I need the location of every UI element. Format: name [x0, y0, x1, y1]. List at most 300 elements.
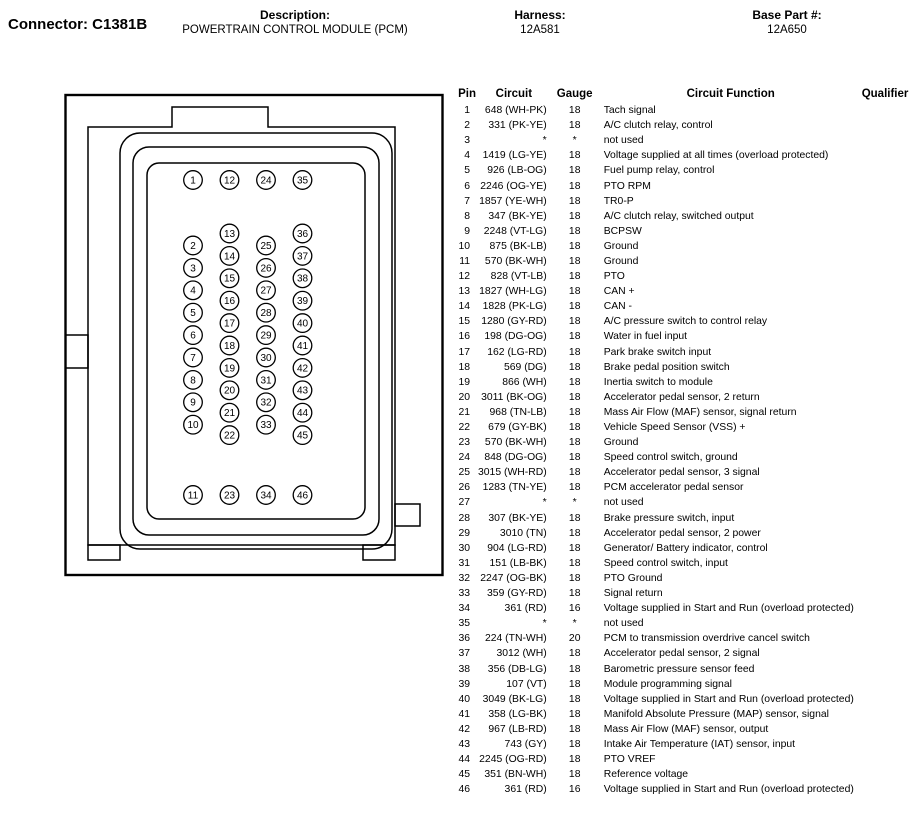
qualifier-cell — [862, 254, 913, 269]
function-cell: Module programming signal — [603, 678, 732, 690]
svg-text:9: 9 — [190, 397, 196, 409]
pin-cell: 29 — [458, 527, 470, 539]
svg-text:21: 21 — [223, 408, 236, 420]
table-row — [448, 586, 912, 601]
pin-39 — [293, 291, 312, 310]
pin-20 — [220, 381, 239, 400]
gauge-cell: 18 — [568, 663, 581, 675]
circuit-cell: 2248 (VT-LG) — [483, 225, 547, 237]
circuit-cell: 356 (DB-LG) — [487, 663, 547, 675]
circuit-cell: 359 (GY-RD) — [487, 588, 547, 600]
pin-cell: 33 — [458, 588, 470, 600]
circuit-cell: 679 (GY-BK) — [488, 422, 547, 434]
pin-cell: 10 — [458, 240, 470, 252]
qualifier-cell — [862, 526, 913, 541]
gauge-cell: 18 — [568, 271, 581, 283]
pin-30 — [257, 348, 276, 367]
function-cell: not used — [603, 497, 644, 509]
gauge-cell: 18 — [568, 150, 581, 162]
pin-1 — [184, 171, 203, 190]
table-row — [448, 526, 912, 541]
svg-text:35: 35 — [296, 175, 309, 187]
table-row — [448, 178, 912, 193]
function-cell: PTO Ground — [603, 572, 663, 584]
pin-42 — [293, 359, 312, 378]
pin-cell: 26 — [458, 482, 470, 494]
circuit-cell: 331 (PK-YE) — [488, 120, 547, 132]
function-cell: not used — [603, 618, 644, 630]
qualifier-cell — [862, 571, 913, 586]
harness-label: Harness: — [514, 8, 566, 22]
qualifier-cell — [862, 224, 913, 239]
svg-text:27: 27 — [260, 285, 272, 297]
table-row — [448, 571, 912, 586]
pin-cell: 23 — [458, 437, 470, 449]
gauge-cell: 18 — [568, 527, 581, 539]
circuit-cell: 361 (RD) — [504, 784, 547, 796]
pin-cell: 38 — [458, 663, 470, 675]
col-header-pin: Pin — [458, 87, 476, 100]
function-cell: Brake pressure switch, input — [603, 512, 735, 524]
pin-cell: 37 — [458, 648, 470, 660]
qualifier-cell — [862, 178, 913, 193]
function-cell: Speed control switch, input — [603, 557, 728, 569]
pin-cell: 25 — [458, 467, 470, 479]
pin-36 — [293, 224, 312, 243]
pin-cell: 20 — [458, 391, 470, 403]
gauge-cell: 18 — [568, 165, 581, 177]
pin-table-body — [448, 103, 912, 797]
connector-outer-outline — [66, 95, 443, 575]
pin-cell: 17 — [458, 346, 470, 358]
qualifier-cell — [862, 616, 913, 631]
qualifier-cell — [862, 707, 913, 722]
pin-cell: 6 — [464, 180, 470, 192]
pin-cell: 12 — [458, 271, 470, 283]
pin-22 — [220, 426, 239, 445]
function-cell: Tach signal — [603, 105, 656, 117]
circuit-cell: 569 (DG) — [503, 361, 547, 373]
svg-text:20: 20 — [223, 385, 236, 397]
pin-cell: 13 — [458, 286, 470, 298]
qualifier-cell — [862, 209, 913, 224]
circuit-cell: 198 (DG-OG) — [484, 331, 547, 343]
gauge-cell: 18 — [568, 693, 581, 705]
pin-41 — [293, 336, 312, 355]
pin-33 — [257, 415, 276, 434]
circuit-cell: 3011 (BK-OG) — [481, 391, 547, 403]
function-cell: A/C pressure switch to control relay — [603, 316, 768, 328]
pin-29 — [257, 326, 276, 345]
function-cell: CAN - — [603, 301, 632, 313]
pin-25 — [257, 236, 276, 255]
pin-cell: 36 — [458, 633, 470, 645]
function-cell: Reference voltage — [603, 769, 689, 781]
pin-14 — [220, 247, 239, 266]
connector-title: Connector: C1381B — [8, 16, 148, 33]
svg-text:34: 34 — [260, 490, 272, 502]
pin-cell: 5 — [464, 165, 470, 177]
base-part-label: Base Part #: — [752, 8, 822, 22]
pin-34 — [257, 486, 276, 505]
pin-10 — [184, 415, 203, 434]
table-row — [448, 329, 912, 344]
circuit-cell: 875 (BK-LB) — [489, 240, 547, 252]
gauge-cell: 18 — [568, 376, 581, 388]
table-row — [448, 661, 912, 676]
pin-12 — [220, 171, 239, 190]
gauge-cell: * — [572, 135, 577, 147]
qualifier-cell — [862, 329, 913, 344]
circuit-cell: 570 (BK-WH) — [484, 437, 547, 449]
gauge-cell: 18 — [568, 557, 581, 569]
gauge-cell: 16 — [568, 784, 581, 796]
svg-text:32: 32 — [260, 397, 272, 409]
pin-45 — [293, 426, 312, 445]
gauge-cell: 18 — [568, 361, 581, 373]
svg-text:24: 24 — [260, 175, 272, 187]
circuit-cell: 1857 (YE-WH) — [479, 195, 547, 207]
svg-text:33: 33 — [260, 420, 272, 432]
col-header-circuit-function: Circuit Function — [686, 87, 775, 100]
function-cell: PTO RPM — [603, 180, 651, 192]
circuit-cell: 866 (WH) — [502, 376, 547, 388]
gauge-cell: 18 — [568, 316, 581, 328]
table-row — [448, 224, 912, 239]
gauge-cell: 20 — [568, 633, 581, 645]
table-row — [448, 480, 912, 495]
gauge-cell: 18 — [568, 210, 581, 222]
function-cell: Ground — [603, 255, 639, 267]
function-cell: TR0-P — [603, 195, 634, 207]
gauge-cell: 18 — [568, 180, 581, 192]
gauge-cell: 18 — [568, 678, 581, 690]
svg-text:1: 1 — [190, 175, 196, 187]
circuit-cell: * — [542, 497, 547, 509]
table-row — [448, 722, 912, 737]
svg-text:42: 42 — [296, 363, 309, 375]
svg-text:28: 28 — [260, 308, 272, 320]
function-cell: Vehicle Speed Sensor (VSS) + — [603, 422, 746, 434]
pin-cell: 9 — [464, 225, 470, 237]
svg-text:45: 45 — [296, 430, 309, 442]
pin-18 — [220, 336, 239, 355]
pin-8 — [184, 371, 203, 390]
svg-text:8: 8 — [190, 375, 196, 387]
function-cell: Accelerator pedal sensor, 3 signal — [603, 467, 760, 479]
table-row — [448, 254, 912, 269]
pin-44 — [293, 403, 312, 422]
svg-text:39: 39 — [296, 296, 309, 308]
gauge-cell: 18 — [568, 391, 581, 403]
circuit-cell: 968 (TN-LB) — [489, 406, 547, 418]
gauge-cell: 18 — [568, 572, 581, 584]
pin-3 — [184, 259, 203, 278]
svg-text:44: 44 — [296, 408, 309, 420]
table-row — [448, 375, 912, 390]
gauge-cell: * — [572, 497, 577, 509]
pin-table — [448, 84, 912, 797]
pin-cell: 16 — [458, 331, 470, 343]
svg-text:17: 17 — [223, 318, 236, 330]
gauge-cell: 18 — [568, 723, 581, 735]
circuit-cell: 967 (LB-RD) — [488, 723, 547, 735]
function-cell: Barometric pressure sensor feed — [603, 663, 755, 675]
gauge-cell: 18 — [568, 708, 581, 720]
connector-right-tab — [395, 504, 420, 526]
svg-text:5: 5 — [190, 308, 196, 320]
circuit-cell: 1827 (WH-LG) — [479, 286, 547, 298]
pin-cell: 32 — [458, 572, 470, 584]
svg-text:18: 18 — [223, 340, 236, 352]
function-cell: Ground — [603, 437, 639, 449]
table-row — [448, 405, 912, 420]
table-row — [448, 646, 912, 661]
qualifier-cell — [862, 375, 913, 390]
qualifier-cell — [862, 722, 913, 737]
gauge-cell: 18 — [568, 240, 581, 252]
table-row — [448, 465, 912, 480]
pin-28 — [257, 303, 276, 322]
function-cell: Mass Air Flow (MAF) sensor, output — [603, 723, 769, 735]
svg-text:23: 23 — [223, 490, 236, 502]
table-row — [448, 360, 912, 375]
gauge-cell: 18 — [568, 648, 581, 660]
function-cell: Ground — [603, 240, 639, 252]
col-header-gauge: Gauge — [556, 87, 593, 100]
connector-left-foot — [88, 545, 120, 560]
pin-cell: 19 — [458, 376, 470, 388]
gauge-cell: 18 — [568, 467, 581, 479]
qualifier-cell — [862, 782, 913, 797]
pin-cell: 46 — [458, 784, 470, 796]
harness-block — [478, 8, 602, 37]
gauge-cell: 18 — [568, 120, 581, 132]
qualifier-cell — [862, 450, 913, 465]
svg-text:30: 30 — [260, 352, 272, 364]
svg-text:16: 16 — [223, 296, 236, 308]
circuit-cell: 828 (VT-LB) — [490, 271, 547, 283]
table-row — [448, 163, 912, 178]
pin-15 — [220, 269, 239, 288]
circuit-cell: 1283 (TN-YE) — [482, 482, 547, 494]
table-row — [448, 677, 912, 692]
qualifier-cell — [862, 103, 913, 118]
qualifier-cell — [862, 118, 913, 133]
table-row — [448, 239, 912, 254]
table-row — [448, 209, 912, 224]
pin-cell: 22 — [458, 422, 470, 434]
qualifier-cell — [862, 269, 913, 284]
qualifier-cell — [862, 405, 913, 420]
qualifier-cell — [862, 495, 913, 510]
qualifier-cell — [862, 677, 913, 692]
pin-cell: 35 — [458, 618, 470, 630]
pin-cell: 24 — [458, 452, 470, 464]
pin-cell: 2 — [464, 120, 470, 132]
pin-7 — [184, 348, 203, 367]
pin-43 — [293, 381, 312, 400]
pin-cell: 30 — [458, 542, 470, 554]
svg-text:11: 11 — [187, 490, 199, 502]
circuit-cell: 162 (LG-RD) — [487, 346, 547, 358]
connector-seal-outline — [133, 147, 379, 535]
qualifier-cell — [862, 737, 913, 752]
function-cell: Fuel pump relay, control — [603, 165, 715, 177]
base-part-block — [720, 8, 854, 37]
qualifier-cell — [862, 345, 913, 360]
circuit-cell: 151 (LB-BK) — [489, 557, 547, 569]
circuit-cell: 3010 (TN) — [499, 527, 547, 539]
svg-text:25: 25 — [260, 240, 272, 252]
pin-9 — [184, 393, 203, 412]
function-cell: Mass Air Flow (MAF) sensor, signal return — [603, 406, 797, 418]
table-row — [448, 767, 912, 782]
gauge-cell: 18 — [568, 452, 581, 464]
function-cell: Voltage supplied at all times (overload protected) — [603, 150, 829, 162]
svg-text:6: 6 — [190, 330, 196, 342]
harness-value: 12A581 — [520, 24, 560, 36]
function-cell: Brake pedal position switch — [603, 361, 730, 373]
circuit-cell: 307 (BK-YE) — [488, 512, 547, 524]
col-header-circuit: Circuit — [495, 87, 533, 100]
circuit-cell: 904 (LG-RD) — [487, 542, 547, 554]
base-part-value: 12A650 — [767, 24, 807, 36]
gauge-cell: 18 — [568, 769, 581, 781]
table-row — [448, 390, 912, 405]
svg-text:22: 22 — [223, 430, 236, 442]
pin-11 — [184, 486, 203, 505]
gauge-cell: * — [572, 618, 577, 630]
pin-cell: 34 — [458, 603, 470, 615]
table-row — [448, 420, 912, 435]
pin-layer — [184, 171, 312, 505]
table-row — [448, 299, 912, 314]
svg-text:14: 14 — [223, 251, 236, 263]
function-cell: Manifold Absolute Pressure (MAP) sensor, signal — [603, 708, 829, 720]
table-row — [448, 782, 912, 797]
qualifier-cell — [862, 752, 913, 767]
gauge-cell: 18 — [568, 255, 581, 267]
qualifier-cell — [862, 239, 913, 254]
function-cell: Generator/ Battery indicator, control — [603, 542, 768, 554]
table-row — [448, 511, 912, 526]
function-cell: not used — [603, 135, 644, 147]
table-row — [448, 631, 912, 646]
pin-21 — [220, 403, 239, 422]
gauge-cell: 18 — [568, 512, 581, 524]
function-cell: BCPSW — [603, 225, 642, 237]
table-row — [448, 435, 912, 450]
pin-cell: 7 — [464, 195, 470, 207]
function-cell: Water in fuel input — [603, 331, 688, 343]
pin-cell: 1 — [464, 105, 470, 117]
function-cell: Voltage supplied in Start and Run (overload protected) — [603, 784, 854, 796]
svg-text:40: 40 — [296, 318, 309, 330]
table-row — [448, 118, 912, 133]
gauge-cell: 18 — [568, 422, 581, 434]
pin-31 — [257, 371, 276, 390]
table-row — [448, 314, 912, 329]
pin-cell: 40 — [458, 693, 470, 705]
qualifier-cell — [862, 420, 913, 435]
qualifier-cell — [862, 148, 913, 163]
circuit-cell: * — [542, 618, 547, 630]
pin-17 — [220, 314, 239, 333]
table-row — [448, 752, 912, 767]
connector-face-diagram — [63, 92, 445, 578]
function-cell: Accelerator pedal sensor, 2 return — [603, 391, 760, 403]
table-row — [448, 345, 912, 360]
pin-46 — [293, 486, 312, 505]
pin-5 — [184, 303, 203, 322]
svg-text:19: 19 — [223, 363, 236, 375]
pin-38 — [293, 269, 312, 288]
function-cell: Park brake switch input — [603, 346, 712, 358]
qualifier-cell — [862, 465, 913, 480]
pin-2 — [184, 236, 203, 255]
qualifier-cell — [862, 194, 913, 209]
pin-40 — [293, 314, 312, 333]
qualifier-cell — [862, 299, 913, 314]
pin-cell: 4 — [464, 150, 470, 162]
function-cell: CAN + — [603, 286, 635, 298]
function-cell: PTO VREF — [603, 754, 656, 766]
gauge-cell: 18 — [568, 754, 581, 766]
svg-text:15: 15 — [223, 273, 236, 285]
pin-37 — [293, 247, 312, 266]
gauge-cell: 18 — [568, 437, 581, 449]
pin-cell: 3 — [464, 135, 470, 147]
circuit-cell: 570 (BK-WH) — [484, 255, 547, 267]
connector-housing-outline — [88, 107, 395, 545]
gauge-cell: 18 — [568, 482, 581, 494]
svg-text:31: 31 — [260, 375, 272, 387]
pin-cell: 41 — [458, 708, 470, 720]
pin-table-wrap — [448, 84, 912, 797]
svg-text:43: 43 — [296, 385, 309, 397]
qualifier-cell — [862, 661, 913, 676]
qualifier-cell — [862, 435, 913, 450]
gauge-cell: 16 — [568, 603, 581, 615]
qualifier-cell — [862, 767, 913, 782]
qualifier-cell — [862, 601, 913, 616]
qualifier-cell — [862, 541, 913, 556]
svg-text:37: 37 — [296, 251, 309, 263]
circuit-cell: * — [542, 135, 547, 147]
table-row — [448, 269, 912, 284]
table-row — [448, 601, 912, 616]
circuit-cell: 358 (LG-BK) — [488, 708, 547, 720]
gauge-cell: 18 — [568, 406, 581, 418]
gauge-cell: 18 — [568, 331, 581, 343]
gauge-cell: 18 — [568, 738, 581, 750]
qualifier-cell — [862, 133, 913, 148]
pin-cell: 15 — [458, 316, 470, 328]
circuit-cell: 1280 (GY-RD) — [481, 316, 547, 328]
qualifier-cell — [862, 646, 913, 661]
table-row — [448, 541, 912, 556]
pin-cell: 18 — [458, 361, 470, 373]
circuit-cell: 2246 (OG-YE) — [480, 180, 547, 192]
function-cell: PCM to transmission overdrive cancel switch — [603, 633, 810, 645]
gauge-cell: 18 — [568, 225, 581, 237]
qualifier-cell — [862, 360, 913, 375]
function-cell: A/C clutch relay, control — [603, 120, 713, 132]
table-row — [448, 284, 912, 299]
table-header-row — [448, 84, 912, 103]
pin-cell: 11 — [459, 255, 470, 267]
